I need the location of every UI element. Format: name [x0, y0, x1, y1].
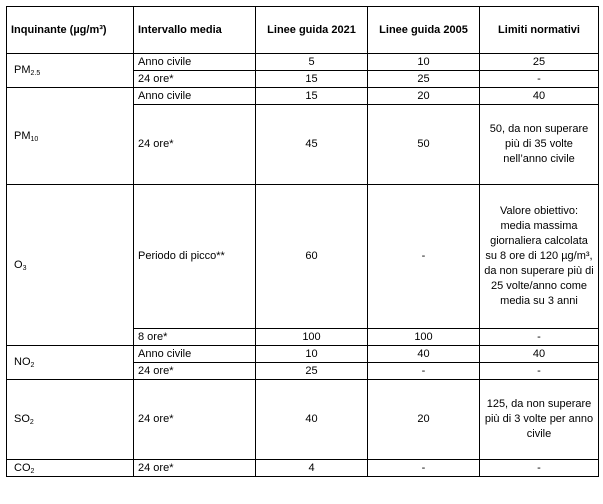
- air-quality-table: [6, 6, 599, 477]
- header-guide-2005: Linee guida 2005: [368, 7, 480, 54]
- cell-guide-2021: 5: [256, 54, 368, 71]
- cell-limit: 25: [480, 54, 599, 71]
- cell-guide-2021: 40: [256, 380, 368, 460]
- cell-guide-2005: -: [368, 363, 480, 380]
- cell-guide-2005: 20: [368, 88, 480, 105]
- cell-guide-2005: -: [368, 185, 480, 329]
- pollutant-pm25: $PM_{2.5}$: [7, 54, 134, 88]
- cell-limit: 50, da non superare più di 35 volte nell’anno civile: [480, 105, 599, 185]
- cell-limit: -: [480, 363, 599, 380]
- cell-limit: -: [480, 329, 599, 346]
- header-limits: Limiti normativi: [480, 7, 599, 54]
- header-pollutant: Inquinante (µg/m³): [7, 7, 134, 54]
- pollutant-no2: $NO_2$: [7, 346, 134, 380]
- cell-interval: 24 ore*: [134, 380, 256, 460]
- cell-interval: Anno civile: [134, 88, 256, 105]
- cell-guide-2021: 25: [256, 363, 368, 380]
- pollutant-o3: $O_3$: [7, 185, 134, 346]
- cell-guide-2021: 10: [256, 346, 368, 363]
- cell-interval: Anno civile: [134, 54, 256, 71]
- cell-interval: 24 ore*: [134, 71, 256, 88]
- cell-limit: 40: [480, 346, 599, 363]
- pollutant-pm10: $PM_{10}$: [7, 88, 134, 185]
- cell-guide-2021: 15: [256, 71, 368, 88]
- cell-limit: -: [480, 460, 599, 477]
- cell-limit: 40: [480, 88, 599, 105]
- cell-guide-2021: 4: [256, 460, 368, 477]
- table-row: [7, 460, 599, 477]
- cell-interval: Periodo di picco**: [134, 185, 256, 329]
- header-interval: Intervallo media: [134, 7, 256, 54]
- cell-guide-2021: 15: [256, 88, 368, 105]
- cell-limit: -: [480, 71, 599, 88]
- header-row: [7, 7, 599, 54]
- cell-limit: 125, da non superare più di 3 volte per anno civile: [480, 380, 599, 460]
- table-row: [7, 380, 599, 460]
- header-guide-2021: Linee guida 2021: [256, 7, 368, 54]
- cell-interval: 8 ore*: [134, 329, 256, 346]
- cell-interval: Anno civile: [134, 346, 256, 363]
- cell-guide-2005: 20: [368, 380, 480, 460]
- pollutant-so2: $SO_2$: [7, 380, 134, 460]
- cell-guide-2005: 100: [368, 329, 480, 346]
- cell-guide-2005: 40: [368, 346, 480, 363]
- cell-limit: Valore obiettivo: media massima giornaliera calcolata su 8 ore di 120 µg/m³, da non superare più di 25 volte/anno come media su 3 anni: [480, 185, 599, 329]
- table-row: [7, 88, 599, 105]
- cell-interval: 24 ore*: [134, 363, 256, 380]
- cell-guide-2005: -: [368, 460, 480, 477]
- cell-guide-2005: 50: [368, 105, 480, 185]
- pollutant-co2: $CO_2$: [7, 460, 134, 477]
- table-row: [7, 54, 599, 71]
- cell-guide-2021: 45: [256, 105, 368, 185]
- table-row: [7, 346, 599, 363]
- cell-interval: 24 ore*: [134, 105, 256, 185]
- cell-interval: 24 ore*: [134, 460, 256, 477]
- cell-guide-2005: 10: [368, 54, 480, 71]
- cell-guide-2021: 100: [256, 329, 368, 346]
- cell-guide-2005: 25: [368, 71, 480, 88]
- table-row: [7, 185, 599, 329]
- cell-guide-2021: 60: [256, 185, 368, 329]
